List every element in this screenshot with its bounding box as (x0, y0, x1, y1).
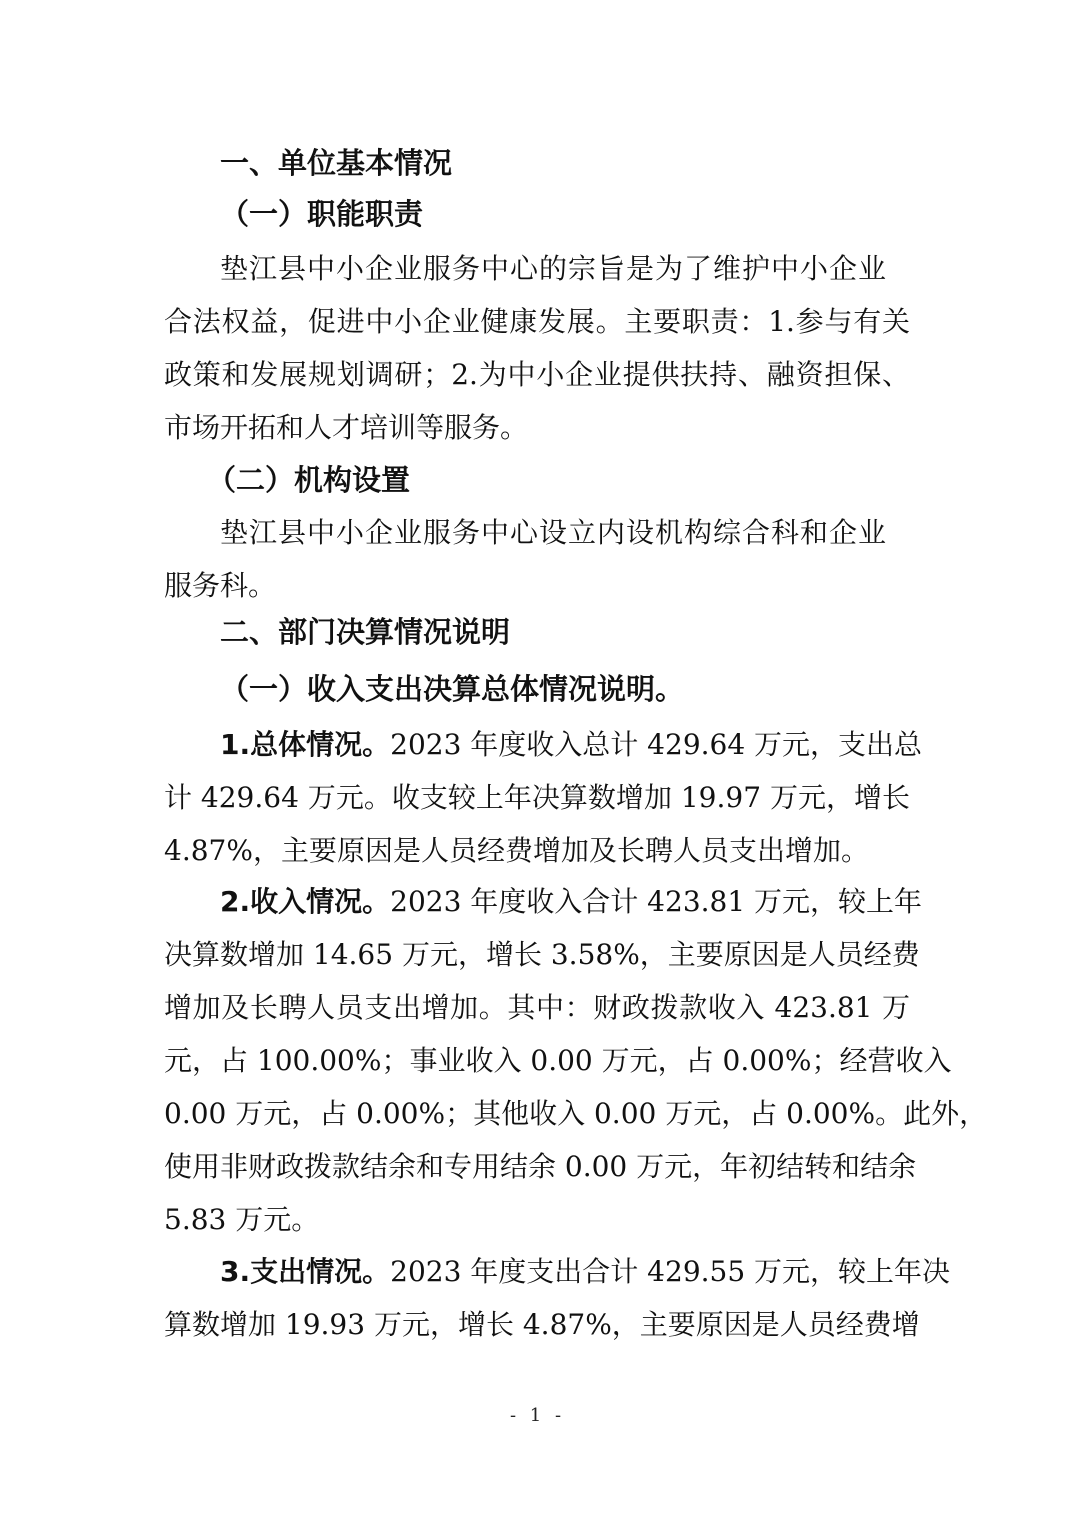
paragraph-line: 5.83 万元。 (164, 1203, 320, 1236)
paragraph-line: 4.87%，主要原因是人员经费增加及长聘人员支出增加。 (164, 834, 869, 867)
section-heading-2: 二、部门决算情况说明 (220, 615, 511, 649)
paragraph-line: 计 429.64 万元。收支较上年决算数增加 19.97 万元，增长 (164, 781, 910, 814)
paragraph-line: 0.00 万元，占 0.00%；其他收入 0.00 万元，占 0.00%。此外， (164, 1097, 988, 1130)
section-heading-1: 一、单位基本情况 (220, 146, 453, 180)
subsection-heading-organization: （二）机构设置 (207, 463, 411, 497)
paragraph-line: 使用非财政拨款结余和专用结余 0.00 万元，年初结转和结余 (164, 1150, 917, 1183)
paragraph-text: 2023 年度支出合计 429.55 万元，较上年决 (390, 1255, 951, 1288)
paragraph-line: 垫江县中小企业服务中心的宗旨是为了维护中小企业 (220, 252, 886, 285)
paragraph-line: 垫江县中小企业服务中心设立内设机构综合科和企业 (220, 516, 886, 549)
paragraph-line: 合法权益，促进中小企业健康发展。主要职责：1.参与有关 (164, 305, 910, 338)
paragraph-first-line (220, 1252, 950, 1292)
paragraph-text: 2023 年度收入总计 429.64 万元，支出总 (390, 728, 923, 761)
page-number: - 1 - (509, 1405, 566, 1426)
subsection-heading-functions: （一）职能职责 (220, 197, 424, 231)
subsection-heading-summary: （一）收入支出决算总体情况说明。 (220, 672, 685, 706)
paragraph-label: 1.总体情况。 (220, 728, 391, 761)
paragraph-line: 服务科。 (164, 569, 277, 602)
paragraph-line: 政策和发展规划调研；2.为中小企业提供扶持、融资担保、 (164, 358, 910, 391)
paragraph-line: 市场开拓和人才培训等服务。 (164, 411, 529, 444)
paragraph-line: 增加及长聘人员支出增加。其中：财政拨款收入 423.81 万 (164, 991, 910, 1024)
paragraph-label: 2.收入情况。 (220, 885, 391, 918)
paragraph-first-line (220, 882, 922, 922)
paragraph-line: 元，占 100.00%；事业收入 0.00 万元，占 0.00%；经营收入 (164, 1044, 952, 1077)
paragraph-label: 3.支出情况。 (220, 1255, 391, 1288)
paragraph-line: 算数增加 19.93 万元，增长 4.87%，主要原因是人员经费增 (164, 1308, 920, 1341)
paragraph-text: 2023 年度收入合计 423.81 万元，较上年 (390, 885, 923, 918)
paragraph-line: 决算数增加 14.65 万元，增长 3.58%，主要原因是人员经费 (164, 938, 920, 971)
paragraph-first-line (220, 725, 922, 765)
